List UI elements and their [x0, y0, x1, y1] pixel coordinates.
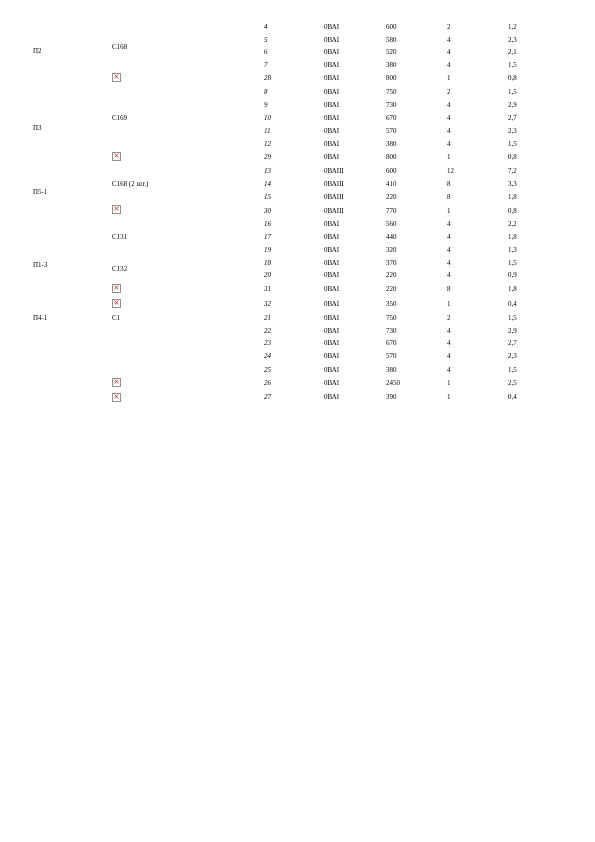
element-mark: С131 [112, 233, 128, 241]
position-number: 15 [264, 193, 271, 201]
bar-length: 220 [386, 193, 397, 201]
steel-class: 0ВАІ [324, 233, 340, 241]
bar-length: 570 [386, 352, 397, 360]
position-number: 18 [264, 259, 271, 267]
steel-class: 0ВАІ [324, 300, 340, 308]
bar-length: 560 [386, 220, 397, 228]
bar-length: 570 [386, 127, 397, 135]
position-number: 8 [264, 88, 268, 96]
group-label: П2 [33, 47, 42, 55]
bar-length: 370 [386, 259, 397, 267]
position-number: 26 [264, 379, 271, 387]
position-number: 29 [264, 153, 271, 161]
bar-quantity: 1 [447, 379, 451, 387]
group-label: П5-1 [33, 188, 48, 196]
steel-class: 0ВАІ [324, 393, 340, 401]
bar-quantity: 4 [447, 61, 451, 69]
bar-length: 600 [386, 23, 397, 31]
bar-mass: 2,7 [508, 114, 517, 122]
bar-length: 380 [386, 366, 397, 374]
bar-mass: 7,2 [508, 167, 517, 175]
bar-quantity: 8 [447, 180, 451, 188]
bar-length: 380 [386, 140, 397, 148]
element-mark: С1 [112, 314, 121, 322]
bar-mass: 1,5 [508, 366, 517, 374]
position-number: 10 [264, 114, 271, 122]
position-number: 19 [264, 246, 271, 254]
steel-class: 0ВАІ [324, 61, 340, 69]
bar-mass: 2,5 [508, 379, 517, 387]
bar-quantity: 8 [447, 193, 451, 201]
position-number: 9 [264, 101, 268, 109]
bar-quantity: 1 [447, 393, 451, 401]
steel-class: 0ВАІ [324, 327, 340, 335]
steel-class: 0ВАІ [324, 88, 340, 96]
bar-mass: 2,3 [508, 36, 517, 44]
broken-image-icon [112, 152, 121, 161]
position-number: 24 [264, 352, 271, 360]
position-number: 30 [264, 207, 271, 215]
bar-mass: 1,5 [508, 140, 517, 148]
position-number: 13 [264, 167, 271, 175]
position-number: 27 [264, 393, 271, 401]
steel-class: 0ВАІ [324, 339, 340, 347]
bar-mass: 1,2 [508, 23, 517, 31]
steel-class: 0ВАІ [324, 379, 340, 387]
bar-mass: 0,4 [508, 300, 517, 308]
bar-quantity: 4 [447, 220, 451, 228]
bar-mass: 0,4 [508, 393, 517, 401]
position-number: 14 [264, 180, 271, 188]
steel-class: 0ВАІ [324, 36, 340, 44]
bar-mass: 0,9 [508, 271, 517, 279]
bar-mass: 1,8 [508, 233, 517, 241]
bar-quantity: 4 [447, 259, 451, 267]
bar-length: 670 [386, 339, 397, 347]
bar-mass: 2,2 [508, 220, 517, 228]
bar-quantity: 2 [447, 23, 451, 31]
position-number: 28 [264, 74, 271, 82]
group-label: П1-3 [33, 261, 48, 269]
broken-image-icon [112, 284, 121, 293]
bar-mass: 2,3 [508, 352, 517, 360]
bar-quantity: 4 [447, 271, 451, 279]
broken-image-icon [112, 205, 121, 214]
bar-quantity: 4 [447, 366, 451, 374]
bar-quantity: 4 [447, 101, 451, 109]
bar-mass: 0,8 [508, 74, 517, 82]
bar-quantity: 4 [447, 48, 451, 56]
position-number: 17 [264, 233, 271, 241]
bar-quantity: 4 [447, 140, 451, 148]
broken-image-icon [112, 73, 121, 82]
bar-mass: 1,5 [508, 259, 517, 267]
bar-mass: 1,8 [508, 285, 517, 293]
bar-quantity: 4 [447, 36, 451, 44]
steel-class: 0ВАІ [324, 101, 340, 109]
bar-mass: 1,8 [508, 193, 517, 201]
bar-length: 800 [386, 153, 397, 161]
position-number: 22 [264, 327, 271, 335]
steel-class: 0ВАІ [324, 74, 340, 82]
steel-class: 0ВАІ [324, 246, 340, 254]
bar-mass: 2,3 [508, 127, 517, 135]
bar-length: 730 [386, 101, 397, 109]
position-number: 16 [264, 220, 271, 228]
bar-mass: 1,3 [508, 246, 517, 254]
bar-mass: 1,5 [508, 88, 517, 96]
steel-class: 0ВАІІІ [324, 167, 344, 175]
steel-class: 0ВАІ [324, 285, 340, 293]
bar-quantity: 8 [447, 285, 451, 293]
group-label: П3 [33, 124, 42, 132]
bar-length: 520 [386, 48, 397, 56]
bar-quantity: 4 [447, 233, 451, 241]
bar-quantity: 4 [447, 339, 451, 347]
bar-quantity: 4 [447, 246, 451, 254]
element-mark: С169 [112, 114, 128, 122]
bar-mass: 2,1 [508, 48, 517, 56]
bar-length: 750 [386, 88, 397, 96]
position-number: 32 [264, 300, 271, 308]
bar-length: 600 [386, 167, 397, 175]
bar-quantity: 12 [447, 167, 454, 175]
position-number: 11 [264, 127, 271, 135]
bar-quantity: 4 [447, 327, 451, 335]
steel-class: 0ВАІ [324, 352, 340, 360]
bar-mass: 2,9 [508, 101, 517, 109]
bar-mass: 2,9 [508, 327, 517, 335]
bar-length: 440 [386, 233, 397, 241]
bar-quantity: 4 [447, 352, 451, 360]
steel-class: 0ВАІІІ [324, 180, 344, 188]
broken-image-icon [112, 378, 121, 387]
bar-quantity: 1 [447, 153, 451, 161]
bar-mass: 1,5 [508, 314, 517, 322]
bar-mass: 2,7 [508, 339, 517, 347]
position-number: 21 [264, 314, 271, 322]
steel-class: 0ВАІ [324, 259, 340, 267]
bar-mass: 0,8 [508, 153, 517, 161]
position-number: 5 [264, 36, 268, 44]
steel-class: 0ВАІ [324, 271, 340, 279]
bar-length: 220 [386, 271, 397, 279]
bar-mass: 3,3 [508, 180, 517, 188]
steel-class: 0ВАІІІ [324, 193, 344, 201]
bar-length: 350 [386, 300, 397, 308]
position-number: 7 [264, 61, 268, 69]
bar-length: 390 [386, 393, 397, 401]
bar-mass: 0,8 [508, 207, 517, 215]
position-number: 4 [264, 23, 268, 31]
bar-quantity: 4 [447, 114, 451, 122]
element-mark: С168 (2 шт.) [112, 180, 149, 188]
steel-class: 0ВАІ [324, 114, 340, 122]
bar-length: 770 [386, 207, 397, 215]
steel-class: 0ВАІ [324, 48, 340, 56]
position-number: 25 [264, 366, 271, 374]
steel-class: 0ВАІ [324, 127, 340, 135]
bar-length: 380 [386, 61, 397, 69]
position-number: 31 [264, 285, 271, 293]
bar-length: 410 [386, 180, 397, 188]
position-number: 6 [264, 48, 268, 56]
element-mark: С132 [112, 265, 128, 273]
position-number: 12 [264, 140, 271, 148]
bar-length: 750 [386, 314, 397, 322]
bar-length: 730 [386, 327, 397, 335]
position-number: 20 [264, 271, 271, 279]
bar-mass: 1,5 [508, 61, 517, 69]
broken-image-icon [112, 299, 121, 308]
bar-quantity: 1 [447, 207, 451, 215]
bar-quantity: 1 [447, 74, 451, 82]
steel-class: 0ВАІ [324, 220, 340, 228]
bar-length: 2450 [386, 379, 400, 387]
bar-quantity: 2 [447, 88, 451, 96]
bar-quantity: 1 [447, 300, 451, 308]
bar-quantity: 2 [447, 314, 451, 322]
bar-quantity: 4 [447, 127, 451, 135]
steel-class: 0ВАІІІ [324, 207, 344, 215]
element-mark: С168 [112, 43, 128, 51]
steel-class: 0ВАІ [324, 366, 340, 374]
bar-length: 320 [386, 246, 397, 254]
bar-length: 800 [386, 74, 397, 82]
bar-length: 220 [386, 285, 397, 293]
broken-image-icon [112, 393, 121, 402]
steel-class: 0ВАІ [324, 140, 340, 148]
group-label: П4-1 [33, 314, 48, 322]
position-number: 23 [264, 339, 271, 347]
steel-class: 0ВАІ [324, 314, 340, 322]
bar-length: 670 [386, 114, 397, 122]
steel-class: 0ВАІ [324, 153, 340, 161]
bar-length: 580 [386, 36, 397, 44]
steel-class: 0ВАІ [324, 23, 340, 31]
